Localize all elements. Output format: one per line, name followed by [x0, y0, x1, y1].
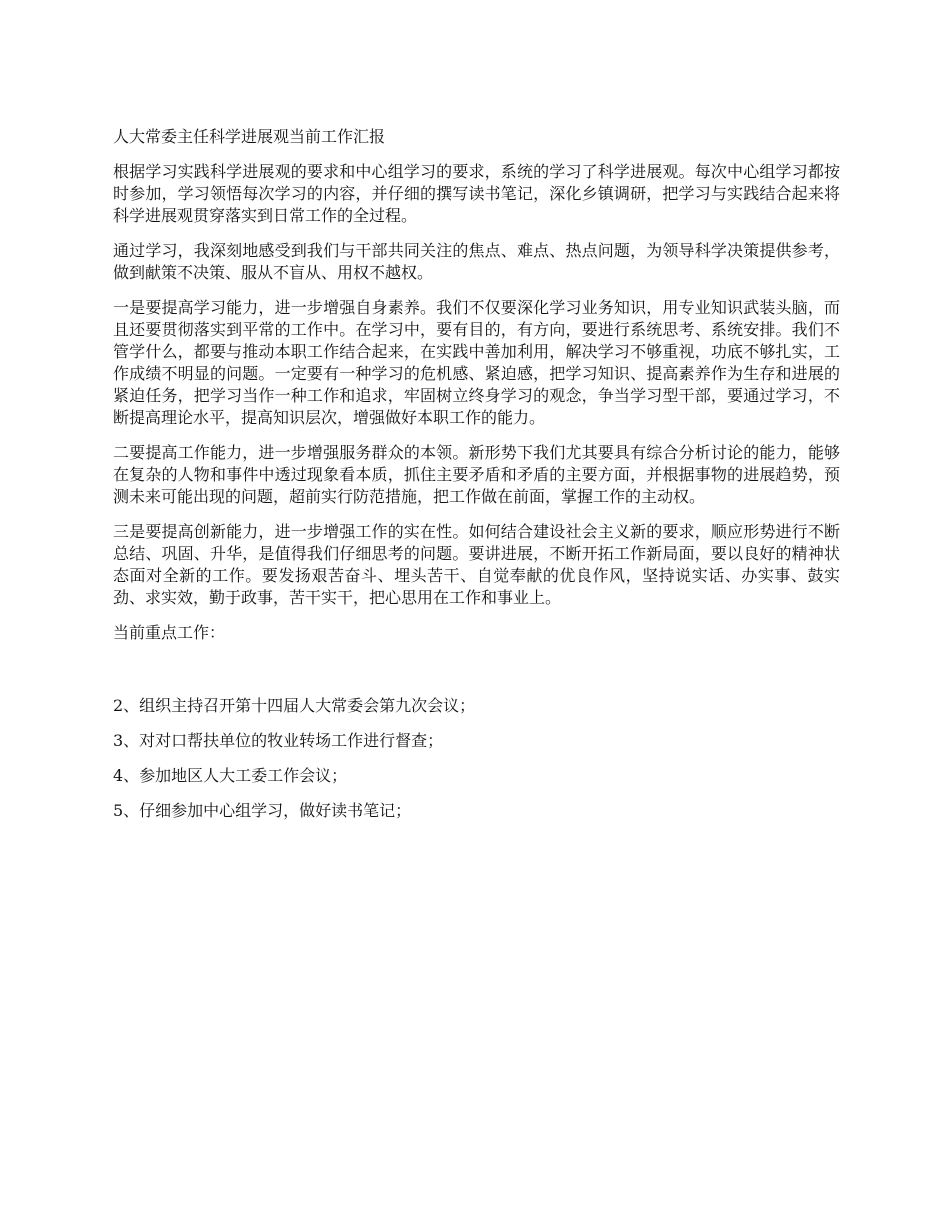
document-page — [113, 126, 840, 835]
paragraph-study-feeling: 通过学习，我深刻地感受到我们与干部共同关注的焦点、难点、热点问题，为领导科学决策提供参考，做到献策不决策、服从不盲从、用权不越权。 — [113, 241, 840, 282]
paragraph-learning-ability: 一是要提高学习能力，进一步增强自身素养。我们不仅要深化学习业务知识，用专业知识武装头脑，而且还要贯彻落实到平常的工作中。在学习中，要有目的，有方向，要进行系统思考、系统安排。我们不管学什么，都要与推动本职工作结合起来，在实践中善加利用，解决学习不够重视，功底不够扎实，工作成绩不明显的问题。一定要有一种学习的危机感、紧迫感，把学习知识、提高素养作为生存和进展的紧迫任务，把学习当作一种工作和追求，牢固树立终身学习的观念，争当学习型干部，要通过学习，不断提高理论水平，提高知识层次，增强做好本职工作的能力。 — [113, 298, 840, 427]
paragraph-innovation-ability: 三是要提高创新能力，进一步增强工作的实在性。如何结合建设社会主义新的要求，顺应形势进行不断总结、巩固、升华，是值得我们仔细思考的问题。要讲进展，不断开拓工作新局面，要以良好的精神状态面对全新的工作。要发扬艰苦奋斗、埋头苦干、自觉奉献的优良作风，坚持说实话、办实事、鼓实劲、求实效，勤于政事，苦干实干，把心思用在工作和事业上。 — [113, 522, 840, 607]
key-work-list — [113, 695, 840, 822]
list-item: 5、仔细参加中心组学习，做好读书笔记； — [113, 801, 412, 820]
list-item: 4、参加地区人大工委工作会议； — [113, 766, 348, 785]
key-work-heading: 当前重点工作： — [113, 623, 226, 642]
paragraph-intro: 根据学习实践科学进展观的要求和中心组学习的要求，系统的学习了科学进展观。每次中心组学习都按时参加，学习领悟每次学习的内容，并仔细的撰写读书笔记，深化乡镇调研，把学习与实践结合起来将科学进展观贯穿落实到日常工作的全过程。 — [113, 162, 840, 225]
list-item: 3、对对口帮扶单位的牧业转场工作进行督查； — [113, 731, 444, 750]
document-title: 人大常委主任科学进展观当前工作汇报 — [113, 127, 386, 146]
paragraph-work-ability: 二要提高工作能力，进一步增强服务群众的本领。新形势下我们尤其要具有综合分析讨论的能力，能够在复杂的人物和事件中透过现象看本质，抓住主要矛盾和矛盾的主要方面，并根据事物的进展趋势，预测未来可能出现的问题，超前实行防范措施，把工作做在前面，掌握工作的主动权。 — [113, 443, 840, 506]
list-item: 2、组织主持召开第十四届人大常委会第九次会议； — [113, 696, 476, 715]
